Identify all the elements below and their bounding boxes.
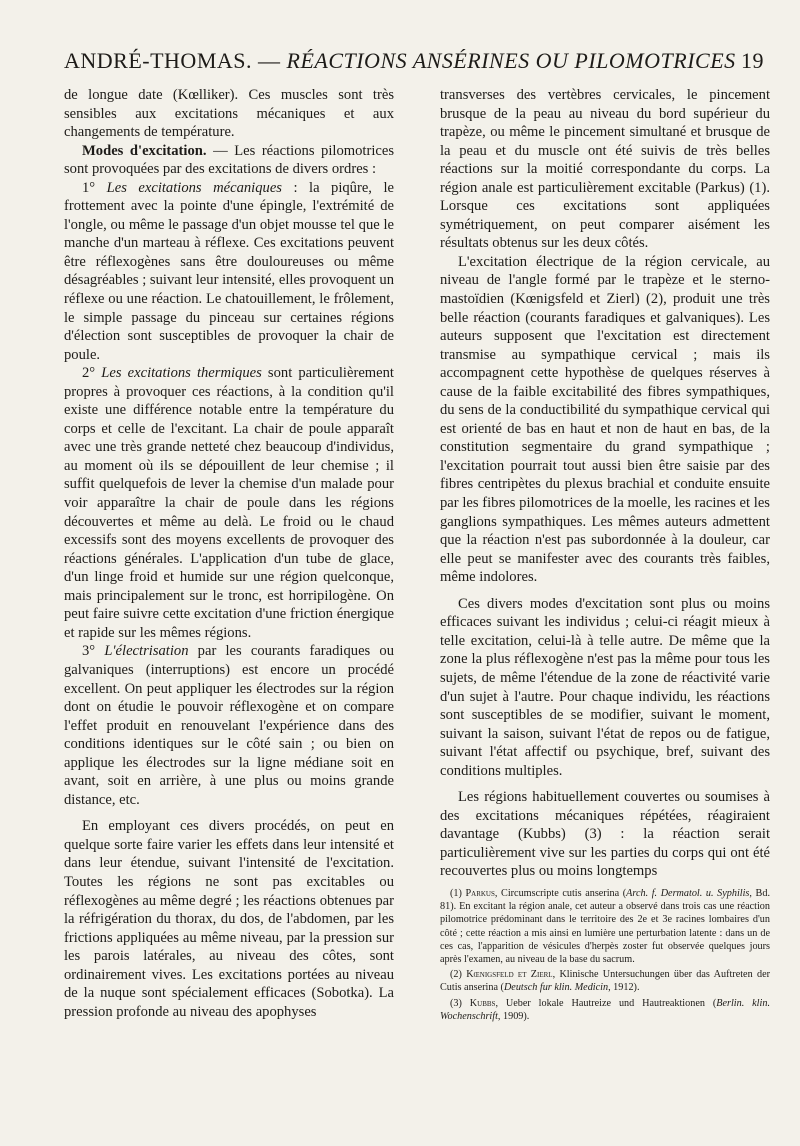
footnote-text: , Bd. 81). En excitant la région anale, cet auteur a observé dans trois cas une réaction pilomotrice prédominant dans le territoire des 2e et 3e racines lombaires d'un côté ; cette réaction a mis ainsi en lumière une perturbation latente : dans un de ces cas, l'apparition de vésicules d'herpès zoster fut observée quelques jours après l'examen, au niveau de la base du sacrum.: [440, 887, 770, 965]
paragraph-text: : la piqûre, le frottement avec la pointe d'une épingle, l'extrémité de l'ongle, ou même le passage d'un objet mousse tel que le manche d'un marteau à réflexe. Ces excitations peuvent être réflexogènes sans être douloureuses ou même désagréables ; suivant leur intensité, elles provoquent un réflexe ou une réaction. Le chatouillement, le frôlement, le simple passage du pinceau sur certaines régions d'élection sont susceptibles de provoquer la chair de poule.: [64, 179, 394, 363]
page-number: 19: [741, 48, 764, 73]
footnote-text: , Ueber lokale Hautreize und Hautreaktionen (: [495, 997, 717, 1009]
header-author: ANDRÉ-THOMAS. —: [64, 48, 281, 73]
footnotes: [440, 887, 770, 1023]
paragraph: transverses des vertèbres cervicales, le pincement brusque de la peau au niveau du bord supérieur du trapèze, ou même le pincement simultané et brusque de la peau et du muscle ont été suivis de très belles réactions sur la moitié correspondante du corps. La région anale est particulièrement excitable (Parkus) (1). Lorsque ces excitations sont appliquées symétriquement, on peut comparer aisément les résultats obtenus sur les deux côtés.: [440, 87, 770, 252]
text-columns: [64, 86, 770, 1025]
paragraph-text: par les courants faradiques ou galvaniques (interruptions) est encore un procédé excellent. On peut appliquer les électrodes sur la région dont on étudie le pouvoir réflexogène et on compare l'effet produit en renouvelant l'expérience dans des conditions identiques sur le côté sain ; ou bien on applique les électrodes sur la ligne médiane soit en avant, soit en arrière, à une plus ou moins grande distance, etc.: [64, 643, 394, 808]
running-header: [64, 48, 770, 74]
footnote-author: Kœnigsfeld et Zierl: [466, 969, 553, 981]
paragraph-text: — Les réactions pilomotrices sont provoquées par des excitations de divers ordres :: [64, 142, 395, 178]
footnote: [440, 887, 770, 966]
list-number: 3°: [82, 643, 105, 660]
header-article-title: RÉACTIONS ANSÉRINES OU PILOMOTRICES: [286, 48, 736, 73]
list-number: 2°: [82, 365, 102, 382]
footnote-journal: Berlin. klin. Wochenschrift: [440, 997, 770, 1022]
footnote-text: , 1912).: [608, 982, 640, 994]
right-column: [440, 86, 770, 1025]
item-heading: L'électrisation: [104, 643, 189, 660]
footnote-journal: Arch. f. Dermatol. u. Syphilis: [626, 887, 750, 899]
footnote-marker: (2): [450, 969, 467, 981]
footnote-text: , Klinische Untersuchungen über das Auftreten der Cutis anserina (: [440, 969, 770, 994]
footnote-text: , Circumscripte cutis anserina (: [494, 887, 627, 899]
header-title: [64, 48, 736, 74]
paragraph-text: sont particulièrement propres à provoquer ces réactions, à la condition qu'il existe une différence notable entre la température du corps et celle de l'excitant. La chair de poule apparaît avec une très grande netteté chez beaucoup d'individus, au moment où ils se dépouillent de leur chemise ; il suffit quelquefois de lever la chemise d'un malade pour voir apparaître la chair de poule dans les régions découvertes et même au delà. Le froid ou le chaud excessifs sont des moyens excellents de provoquer des réactions générales. L'application d'un tube de glace, d'un linge froid et humide sur une région quelconque, mais principalement sur le tronc, est horripilogène. On peut faire suivre cette excitation d'une friction énergique et rapide sur les mêmes régions.: [64, 365, 394, 641]
left-column: [64, 86, 394, 1025]
footnote-journal: Deutsch fur klin. Medicin: [503, 982, 609, 994]
paragraph: [64, 179, 394, 364]
paragraph: En employant ces divers procédés, on peut en quelque sorte faire varier les effets dans leur intensité et dans leur étendue, suivant l'intensité de l'excitation. Toutes les régions ne sont pas excitables ou réflexogènes au même degré ; les réactions obtenues par la réfrigération du thorax, du dos, de l'abdomen, par les frictions appliquées au même niveau, par la pression sur les parois latérales, au niveau des côtes, sont ordinairement vives. Les excitations portées au niveau de la nuque sont spécialement efficaces (Sobotka). La pression profonde au niveau des apophyses: [64, 818, 394, 1020]
paragraph: L'excitation électrique de la région cervicale, au niveau de l'angle formé par le trapèze et le sterno-mastoïdien (Kœnigsfeld et Zierl) (2), produit une très belle réaction (courants faradiques et galvaniques). Les auteurs supposent que l'excitation est directement transmise au sympathique cervical ; mais ils accompagnent cette hypothèse de quelques réserves à cause de la faible excitabilité des fibres sympathiques, du sens de la conductibilité du sympathique cervical qui est orienté de bas en haut et non de haut en bas, de la constitution segmentaire du grand sympathique ; l'excitation pourrait tout aussi bien être saisie par des fibres centripètes du plexus brachial et conduite ensuite par les fibres pilomotrices de la moelle, les racines et les ganglions sympathiques. Les mêmes auteurs admettent que la réaction n'est pas subordonnée à la douleur, car elle peut se manifester avec des courants très faibles, même indolores.: [440, 253, 770, 586]
paragraph: Ces divers modes d'excitation sont plus ou moins efficaces suivant les individus ; celui-ci réagit mieux à telle excitation, celui-là à telle autre. De même que la zone la plus réflexogène n'est pas la même pour tous les sujets, de même l'étendue de la zone de réactivité varie d'un sujet à l'autre. Pour chaque individu, les réactions sont susceptibles de se modifier, suivant le moment, suivant la saison, suivant l'état de repos ou de fatigue, suivant l'état affectif ou psychique, bref, suivant des conditions multiples.: [440, 595, 770, 779]
item-heading: Les excitations thermiques: [101, 365, 262, 382]
footnote-marker: (3): [450, 997, 470, 1009]
footnote-marker: (1): [450, 887, 466, 899]
footnote-author: Kubbs: [469, 997, 496, 1009]
item-heading: Les excitations mécaniques: [106, 179, 282, 196]
paragraph: [64, 142, 394, 179]
paragraph: de longue date (Kœlliker). Ces muscles sont très sensibles aux excitations mécaniques et aux changements de température.: [64, 87, 394, 141]
paragraph: [64, 364, 394, 642]
footnote: [440, 997, 770, 1023]
paragraph: Les régions habituellement couvertes ou soumises à des excitations mécaniques répétées, réagiraient davantage (Kubbs) (3) : la réaction serait particulièrement vive sur les parties du corps qui ont été recouvertes plus ou moins longtemps: [440, 789, 770, 880]
footnote-text: , 1909).: [497, 1010, 530, 1022]
list-number: 1°: [82, 179, 107, 196]
footnote-author: Parkus: [465, 887, 495, 899]
section-heading: Modes d'excitation.: [82, 142, 207, 159]
paragraph: [64, 642, 394, 809]
footnote: [440, 968, 770, 994]
